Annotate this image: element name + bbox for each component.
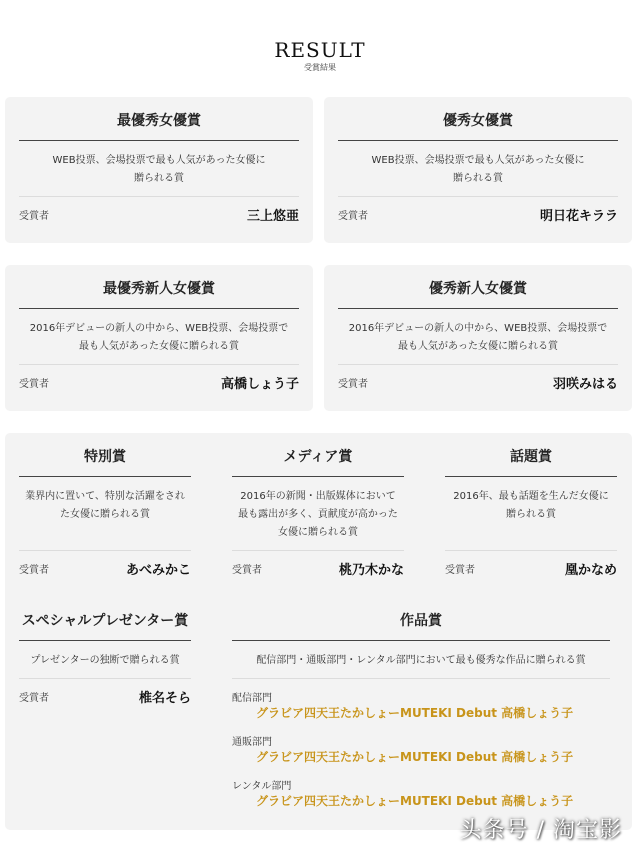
award-desc-line: 贈られる賞 <box>453 173 503 184</box>
award-divider <box>338 140 618 141</box>
award-divider <box>19 476 191 477</box>
award-desc-line: 贈られる賞 <box>506 509 556 520</box>
recipient-label: 受賞者 <box>19 211 49 222</box>
work-title: グラビア四天王たかしょーMUTEKI Debut 高橋しょう子 <box>256 706 574 720</box>
award-winner-row <box>19 685 191 707</box>
winner-name: 羽咲みはる <box>552 377 618 392</box>
award-description <box>19 652 191 670</box>
award-card-best-newcomer <box>5 265 313 411</box>
result-header <box>0 38 640 73</box>
award-section-topic <box>445 433 617 579</box>
award-separator <box>19 364 299 365</box>
award-divider <box>445 476 617 477</box>
winner-name: 高橋しょう子 <box>220 377 299 392</box>
work-entry <box>232 777 610 809</box>
award-separator <box>232 550 404 551</box>
award-description <box>338 320 618 356</box>
department-label: 通販部門 <box>232 737 272 748</box>
award-divider <box>19 640 191 641</box>
winner-name: 三上悠亜 <box>246 209 299 224</box>
winner-name: 桃乃木かな <box>338 563 404 578</box>
award-description <box>445 488 617 542</box>
winner-name: 凰かなめ <box>564 563 617 578</box>
recipient-label: 受賞者 <box>19 565 49 576</box>
award-divider <box>232 476 404 477</box>
award-divider <box>338 308 618 309</box>
work-entry <box>232 733 610 765</box>
award-separator <box>19 550 191 551</box>
work-entry <box>232 689 610 721</box>
work-title: グラビア四天王たかしょーMUTEKI Debut 高橋しょう子 <box>256 750 574 764</box>
award-desc-line: 贈られる賞 <box>134 173 184 184</box>
award-divider <box>19 308 299 309</box>
award-desc-line: 配信部門・通販部門・レンタル部門において最も優秀な作品に贈られる賞 <box>256 655 586 666</box>
award-category: 最優秀新人女優賞 <box>103 281 215 297</box>
winner-name: 椎名そら <box>138 691 191 706</box>
award-winner-row <box>19 203 299 225</box>
award-section-special <box>19 433 191 579</box>
award-description <box>338 152 618 188</box>
award-winner-row <box>445 557 617 579</box>
recipient-label: 受賞者 <box>338 211 368 222</box>
work-title: グラビア四天王たかしょーMUTEKI Debut 高橋しょう子 <box>256 794 574 808</box>
award-section-media <box>232 433 404 579</box>
award-category: 作品賞 <box>400 613 442 629</box>
award-desc-line: 2016年デビューの新人の中から、WEB投票、会場投票で <box>29 323 289 334</box>
award-category: メディア賞 <box>283 449 353 465</box>
winner-name: 明日花キララ <box>539 209 618 224</box>
award-description <box>232 652 610 670</box>
award-winner-row <box>338 371 618 393</box>
award-description <box>19 152 299 188</box>
award-category: 優秀女優賞 <box>443 113 513 129</box>
award-desc-line: た女優に贈られる賞 <box>60 509 150 520</box>
award-desc-line: 2016年、最も話題を生んだ女優に <box>453 491 609 502</box>
department-label: レンタル部門 <box>232 781 292 792</box>
award-separator <box>338 196 618 197</box>
award-desc-line: 女優に贈られる賞 <box>278 527 358 538</box>
award-section-presenter <box>19 597 191 707</box>
recipient-label: 受賞者 <box>445 565 475 576</box>
award-category: 特別賞 <box>84 449 126 465</box>
award-desc-line: 最も露出が多く、貢献度が高かった <box>238 509 398 520</box>
award-description <box>232 488 404 542</box>
recipient-label: 受賞者 <box>338 379 368 390</box>
award-category: 話題賞 <box>510 449 552 465</box>
award-card-best-actress <box>5 97 313 243</box>
award-separator <box>338 364 618 365</box>
award-winner-row <box>338 203 618 225</box>
recipient-label: 受賞者 <box>19 379 49 390</box>
watermark: 头条号 / 淘宝影 <box>459 818 622 843</box>
award-desc-line: 業界内に置いて、特別な活躍をされ <box>25 491 185 502</box>
award-divider <box>232 640 610 641</box>
award-divider <box>19 140 299 141</box>
award-description <box>19 320 299 356</box>
page-subtitle: 受賞結果 <box>304 63 336 72</box>
award-desc-line: WEB投票、会場投票で最も人気があった女優に <box>371 155 585 166</box>
award-desc-line: 最も人気があった女優に贈られる賞 <box>398 341 558 352</box>
page-title: RESULT <box>274 38 366 62</box>
award-desc-line: プレゼンターの独断で贈られる賞 <box>30 655 180 666</box>
award-winner-row <box>19 371 299 393</box>
award-category: 優秀新人女優賞 <box>429 281 527 297</box>
award-card-excellent-actress <box>324 97 632 243</box>
award-separator <box>19 196 299 197</box>
award-desc-line: 最も人気があった女優に贈られる賞 <box>79 341 239 352</box>
award-desc-line: 2016年の新聞・出版媒体において <box>240 491 396 502</box>
award-category: 最優秀女優賞 <box>117 113 201 129</box>
recipient-label: 受賞者 <box>19 693 49 704</box>
recipient-label: 受賞者 <box>232 565 262 576</box>
other-awards-panel <box>5 433 632 830</box>
award-card-excellent-newcomer <box>324 265 632 411</box>
award-section-work <box>232 597 610 809</box>
award-separator <box>445 550 617 551</box>
award-separator <box>19 678 191 679</box>
department-label: 配信部門 <box>232 693 272 704</box>
award-description <box>19 488 191 542</box>
award-desc-line: 2016年デビューの新人の中から、WEB投票、会場投票で <box>348 323 608 334</box>
award-winner-row <box>232 557 404 579</box>
winner-name: あべみかこ <box>125 563 191 578</box>
award-desc-line: WEB投票、会場投票で最も人気があった女優に <box>52 155 266 166</box>
award-category: スペシャルプレゼンター賞 <box>21 613 189 629</box>
award-separator <box>232 678 610 679</box>
award-winner-row <box>19 557 191 579</box>
